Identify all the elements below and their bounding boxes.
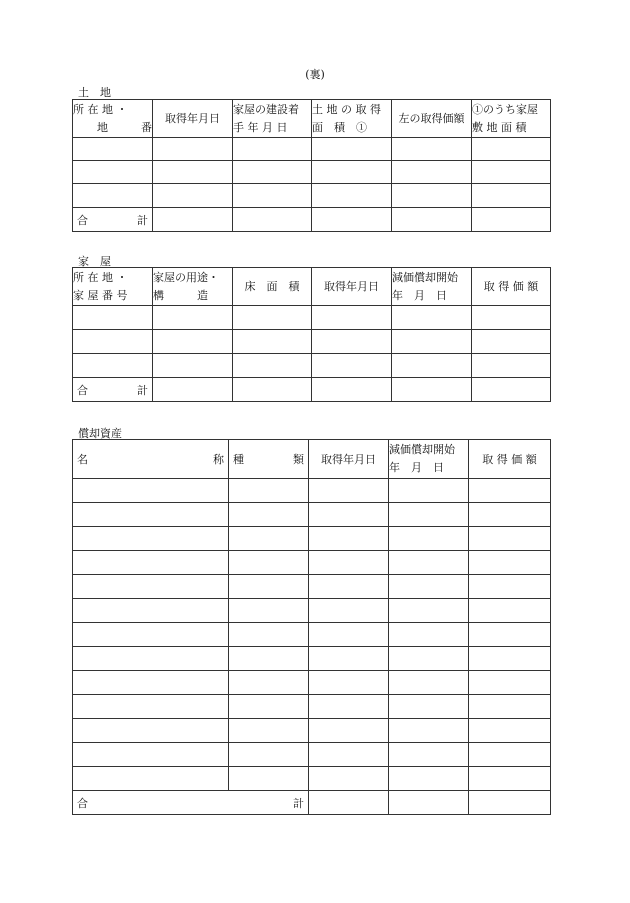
depreciable-row: [73, 527, 551, 551]
depreciable-header-acquired-date: 取得年月日: [309, 440, 389, 479]
header-line: 家屋の用途・: [153, 270, 219, 284]
input-cell[interactable]: [389, 719, 469, 743]
house-total-row: [73, 378, 551, 402]
input-cell[interactable]: [469, 551, 551, 575]
input-cell[interactable]: [312, 378, 392, 402]
house-header-floor-area: 床 面 積: [233, 268, 312, 306]
header-line: 所 在 地 ・: [73, 102, 128, 116]
input-cell[interactable]: [389, 599, 469, 623]
depreciable-header-row: [73, 440, 551, 479]
header-line: 地 番: [97, 120, 152, 134]
depreciable-row: [73, 719, 551, 743]
input-cell[interactable]: [73, 575, 229, 599]
header-line: 年 月 日: [389, 461, 444, 474]
input-cell[interactable]: [73, 743, 229, 767]
input-cell[interactable]: [392, 306, 472, 330]
input-cell[interactable]: [229, 503, 309, 527]
depreciable-row: [73, 743, 551, 767]
input-cell[interactable]: [229, 551, 309, 575]
input-cell[interactable]: [472, 138, 551, 161]
input-cell[interactable]: [472, 378, 551, 402]
input-cell[interactable]: [233, 330, 312, 354]
header-line: ①のうち家屋: [472, 102, 538, 116]
input-cell[interactable]: [312, 354, 392, 378]
depreciable-row: [73, 623, 551, 647]
depreciable-row: [73, 767, 551, 791]
input-cell[interactable]: [389, 743, 469, 767]
header-line: 家屋の建設着: [233, 102, 299, 116]
input-cell[interactable]: [392, 354, 472, 378]
depreciable-total-row: [73, 791, 551, 815]
depreciable-table: [72, 439, 551, 815]
land-row: [73, 138, 551, 161]
depreciable-header-depreciation-start: [389, 440, 469, 479]
input-cell[interactable]: [73, 671, 229, 695]
input-cell[interactable]: [392, 184, 472, 208]
input-cell[interactable]: [229, 599, 309, 623]
input-cell[interactable]: [73, 719, 229, 743]
depreciable-row: [73, 695, 551, 719]
input-cell[interactable]: [469, 479, 551, 503]
input-cell[interactable]: [389, 767, 469, 791]
depreciable-header-kind: 種 類: [229, 440, 309, 479]
input-cell[interactable]: [469, 599, 551, 623]
input-cell[interactable]: [73, 527, 229, 551]
input-cell[interactable]: [312, 161, 392, 184]
input-cell[interactable]: [469, 623, 551, 647]
depreciable-row: [73, 551, 551, 575]
input-cell[interactable]: [472, 354, 551, 378]
input-cell[interactable]: [309, 551, 389, 575]
depreciable-row: [73, 671, 551, 695]
input-cell[interactable]: [229, 695, 309, 719]
input-cell[interactable]: [73, 138, 153, 161]
input-cell[interactable]: [153, 330, 233, 354]
input-cell[interactable]: [312, 330, 392, 354]
header-line: 所 在 地 ・: [73, 270, 128, 284]
input-cell[interactable]: [153, 138, 233, 161]
house-table: [72, 267, 551, 402]
input-cell[interactable]: [229, 647, 309, 671]
house-header-price: 取 得 価 額: [472, 268, 551, 306]
input-cell[interactable]: [309, 503, 389, 527]
input-cell[interactable]: [392, 378, 472, 402]
input-cell[interactable]: [469, 671, 551, 695]
header-line: 構 造: [153, 288, 208, 302]
input-cell[interactable]: [73, 161, 153, 184]
input-cell[interactable]: [153, 184, 233, 208]
land-section-title: 土 地: [78, 86, 111, 99]
input-cell[interactable]: [469, 647, 551, 671]
input-cell[interactable]: [153, 208, 233, 232]
house-header-location: [73, 268, 153, 306]
house-row: [73, 306, 551, 330]
input-cell[interactable]: [309, 599, 389, 623]
input-cell[interactable]: [73, 306, 153, 330]
input-cell[interactable]: [153, 161, 233, 184]
input-cell[interactable]: [392, 138, 472, 161]
input-cell[interactable]: [73, 767, 229, 791]
input-cell[interactable]: [389, 527, 469, 551]
header-line: 面 積 ①: [312, 120, 367, 134]
input-cell[interactable]: [73, 503, 229, 527]
input-cell[interactable]: [153, 306, 233, 330]
input-cell[interactable]: [389, 623, 469, 647]
input-cell[interactable]: [469, 503, 551, 527]
land-header-price: 左の取得価額: [392, 100, 472, 138]
input-cell[interactable]: [233, 138, 312, 161]
input-cell[interactable]: [469, 575, 551, 599]
depreciable-row: [73, 647, 551, 671]
header-line: 敷 地 面 積: [472, 120, 527, 134]
input-cell[interactable]: [229, 575, 309, 599]
land-header-location: [73, 100, 153, 138]
input-cell[interactable]: [312, 306, 392, 330]
input-cell[interactable]: [309, 647, 389, 671]
input-cell[interactable]: [153, 354, 233, 378]
input-cell[interactable]: [469, 695, 551, 719]
house-section-title: 家 屋: [78, 255, 111, 268]
input-cell[interactable]: [389, 791, 469, 815]
input-cell[interactable]: [229, 527, 309, 551]
depreciable-row: [73, 599, 551, 623]
input-cell[interactable]: [309, 623, 389, 647]
input-cell[interactable]: [229, 671, 309, 695]
input-cell[interactable]: [229, 623, 309, 647]
input-cell[interactable]: [229, 479, 309, 503]
house-header-acquired-date: 取得年月日: [312, 268, 392, 306]
depreciable-row: [73, 575, 551, 599]
input-cell[interactable]: [229, 767, 309, 791]
house-header-use: [153, 268, 233, 306]
input-cell[interactable]: [309, 791, 389, 815]
land-header-construction-date: [233, 100, 312, 138]
land-header-row: [73, 100, 551, 138]
input-cell[interactable]: [389, 671, 469, 695]
input-cell[interactable]: [309, 479, 389, 503]
input-cell[interactable]: [469, 791, 551, 815]
input-cell[interactable]: [309, 575, 389, 599]
input-cell[interactable]: [389, 695, 469, 719]
input-cell[interactable]: [309, 743, 389, 767]
input-cell[interactable]: [389, 479, 469, 503]
input-cell[interactable]: [472, 208, 551, 232]
input-cell[interactable]: [229, 743, 309, 767]
input-cell[interactable]: [73, 479, 229, 503]
house-row: [73, 354, 551, 378]
header-line: 手 年 月 日: [233, 120, 288, 134]
depreciable-row: [73, 503, 551, 527]
input-cell[interactable]: [73, 330, 153, 354]
input-cell[interactable]: [472, 184, 551, 208]
input-cell[interactable]: [469, 767, 551, 791]
input-cell[interactable]: [233, 208, 312, 232]
input-cell[interactable]: [389, 647, 469, 671]
depreciable-section-title: 償却資産: [78, 427, 122, 440]
input-cell[interactable]: [469, 527, 551, 551]
land-table: [72, 99, 551, 232]
input-cell[interactable]: [73, 647, 229, 671]
input-cell[interactable]: [472, 161, 551, 184]
input-cell[interactable]: [233, 184, 312, 208]
page-title: (裏): [305, 68, 325, 81]
input-cell[interactable]: [309, 767, 389, 791]
header-line: 減価償却開始: [392, 270, 458, 284]
input-cell[interactable]: [73, 623, 229, 647]
input-cell[interactable]: [392, 208, 472, 232]
land-header-area: [312, 100, 392, 138]
input-cell[interactable]: [389, 503, 469, 527]
input-cell[interactable]: [73, 695, 229, 719]
input-cell[interactable]: [389, 575, 469, 599]
input-cell[interactable]: [472, 330, 551, 354]
input-cell[interactable]: [312, 208, 392, 232]
input-cell[interactable]: [389, 551, 469, 575]
house-total-label: 合 計: [73, 378, 153, 402]
input-cell[interactable]: [153, 378, 233, 402]
depreciable-header-price: 取 得 価 額: [469, 440, 551, 479]
input-cell[interactable]: [469, 743, 551, 767]
input-cell[interactable]: [312, 138, 392, 161]
input-cell[interactable]: [392, 330, 472, 354]
land-row: [73, 161, 551, 184]
input-cell[interactable]: [233, 378, 312, 402]
input-cell[interactable]: [392, 161, 472, 184]
input-cell[interactable]: [309, 671, 389, 695]
input-cell[interactable]: [309, 527, 389, 551]
header-line: 家 屋 番 号: [73, 288, 128, 302]
input-cell[interactable]: [309, 719, 389, 743]
input-cell[interactable]: [312, 184, 392, 208]
depreciable-total-label: 合 計: [73, 791, 309, 815]
input-cell[interactable]: [233, 354, 312, 378]
header-line: 土 地 の 取 得: [312, 102, 381, 116]
header-line: 年 月 日: [392, 288, 447, 302]
house-row: [73, 330, 551, 354]
depreciable-row: [73, 479, 551, 503]
input-cell[interactable]: [229, 719, 309, 743]
input-cell[interactable]: [469, 719, 551, 743]
land-row: [73, 184, 551, 208]
input-cell[interactable]: [309, 695, 389, 719]
input-cell[interactable]: [472, 306, 551, 330]
depreciable-header-name: 名 称: [73, 440, 229, 479]
house-header-row: [73, 268, 551, 306]
input-cell[interactable]: [73, 354, 153, 378]
input-cell[interactable]: [233, 306, 312, 330]
land-header-acquired-date: 取得年月日: [153, 100, 233, 138]
land-total-row: [73, 208, 551, 232]
land-header-site-area: [472, 100, 551, 138]
input-cell[interactable]: [73, 184, 153, 208]
land-total-label: 合 計: [73, 208, 153, 232]
input-cell[interactable]: [73, 551, 229, 575]
house-header-depreciation-start: [392, 268, 472, 306]
input-cell[interactable]: [73, 599, 229, 623]
header-line: 減価償却開始: [389, 443, 455, 456]
input-cell[interactable]: [233, 161, 312, 184]
